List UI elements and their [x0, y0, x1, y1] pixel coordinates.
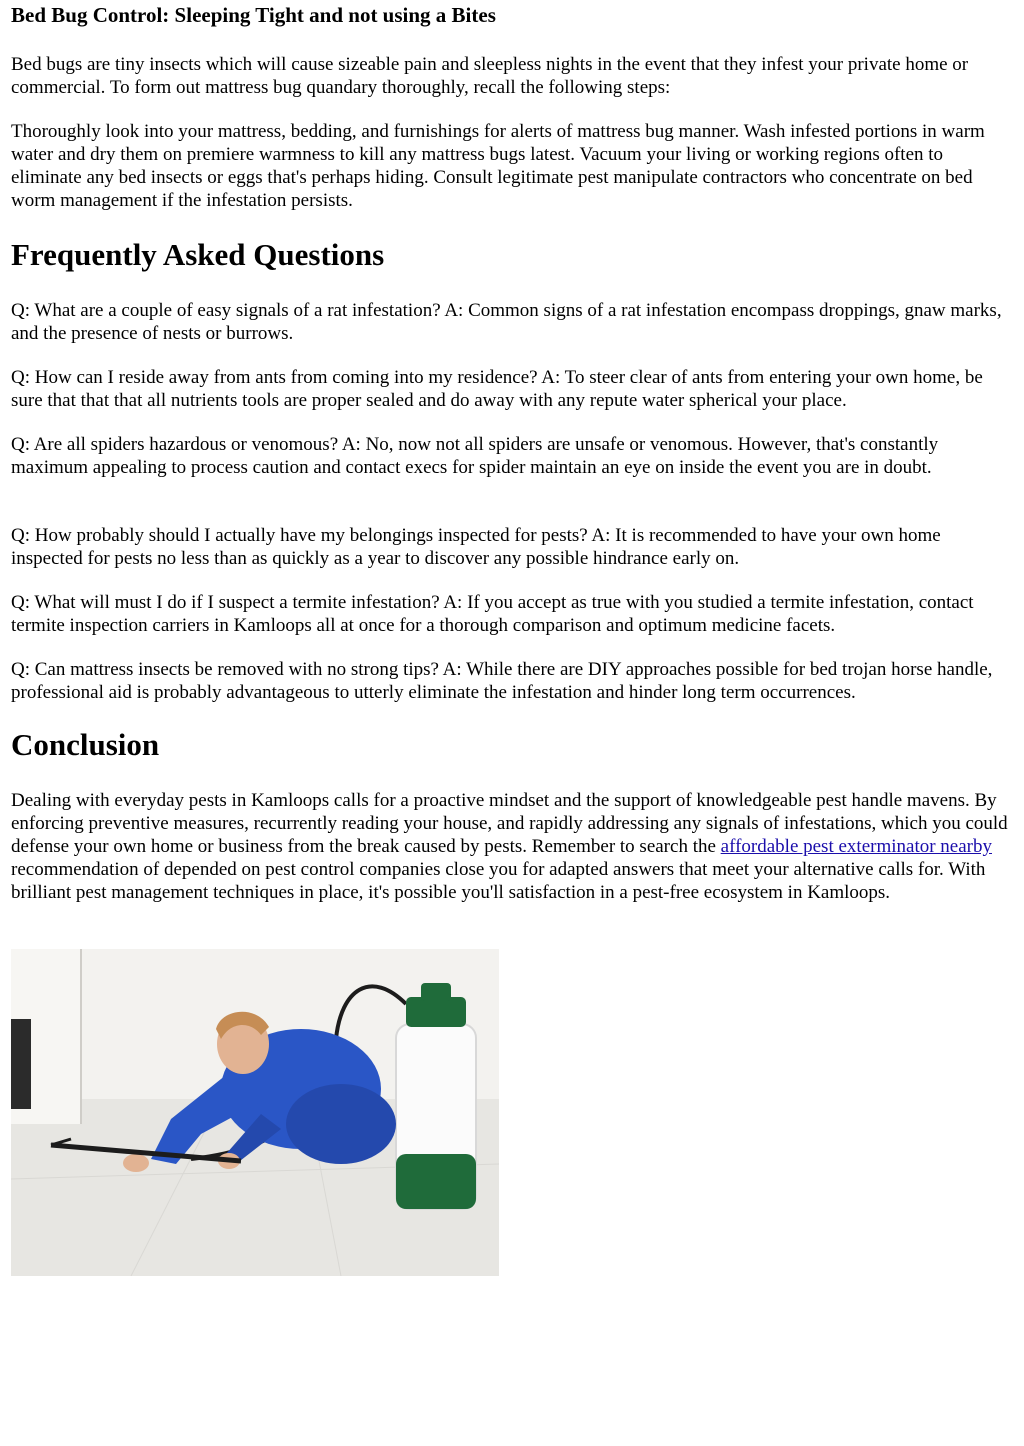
pest-control-photo	[11, 949, 499, 1276]
pest-control-worker-photo-icon	[11, 949, 499, 1276]
faq-item-5: Q: What will must I do if I suspect a termite infestation? A: If you accept as true with you studied a termite infestation, contact termite inspection carriers in Kamloops all at once for a thorough comparison and optimum medicine facets.	[11, 592, 974, 636]
conclusion-paragraph	[11, 789, 1014, 904]
conclusion-heading: Conclusion	[11, 727, 160, 762]
conclusion-text-before: Dealing with everyday pests in Kamloops calls for a proactive mindset and the support of knowledgeable pest handle mavens. By enforcing preventive measures, recurrently reading your house, and rapidly addressing any signals of infestations, which you could defense your own home or business from the break caused by pests. Remember to search the	[11, 790, 1008, 857]
faq-item-3: Q: Are all spiders hazardous or venomous? A: No, now not all spiders are unsafe or venomous. However, that's constantly maximum appealing to process caution and contact execs for spider maintain an eye on inside the event you are in doubt.	[11, 434, 939, 478]
faq-item-2: Q: How can I reside away from ants from coming into my residence? A: To steer clear of ants from entering your own home, be sure that that that all nutrients tools are proper sealed and do away with any repute water spherical your place.	[11, 367, 983, 411]
intro-paragraph-2: Thoroughly look into your mattress, bedding, and furnishings for alerts of mattress bug manner. Wash infested portions in warm water and dry them on premiere warmness to kill any mattress bugs latest. Vacuum your living or working regions often to eliminate any bed insects or eggs that's perhaps hiding. Consult legitimate pest manipulate contractors who concentrate on bed worm management if the infestation persists.	[11, 121, 985, 211]
conclusion-text-after: recommendation of depended on pest control companies close you for adapted answers that meet your alternative calls for. With brilliant pest management techniques in place, it's possible you'll satisfaction in a pest-free ecosystem in Kamloops.	[11, 859, 986, 903]
exterminator-link[interactable]: affordable pest exterminator nearby	[720, 836, 992, 857]
faq-item-4: Q: How probably should I actually have my belongings inspected for pests? A: It is recommended to have your own home inspected for pests no less than as quickly as a year to discover any possible hindrance early on.	[11, 525, 941, 569]
page-title: Bed Bug Control: Sleeping Tight and not using a Bites	[11, 3, 496, 27]
faq-item-6: Q: Can mattress insects be removed with no strong tips? A: While there are DIY approaches possible for bed trojan horse handle, professional aid is probably advantageous to utterly eliminate the infestation and hinder long term occurrences.	[11, 659, 993, 703]
faq-item-1: Q: What are a couple of easy signals of a rat infestation? A: Common signs of a rat infestation encompass droppings, gnaw marks, and the presence of nests or burrows.	[11, 300, 1002, 344]
faq-heading: Frequently Asked Questions	[11, 237, 385, 272]
intro-paragraph-1: Bed bugs are tiny insects which will cause sizeable pain and sleepless nights in the event that they infest your private home or commercial. To form out mattress bug quandary thoroughly, recall the following steps:	[11, 54, 969, 98]
